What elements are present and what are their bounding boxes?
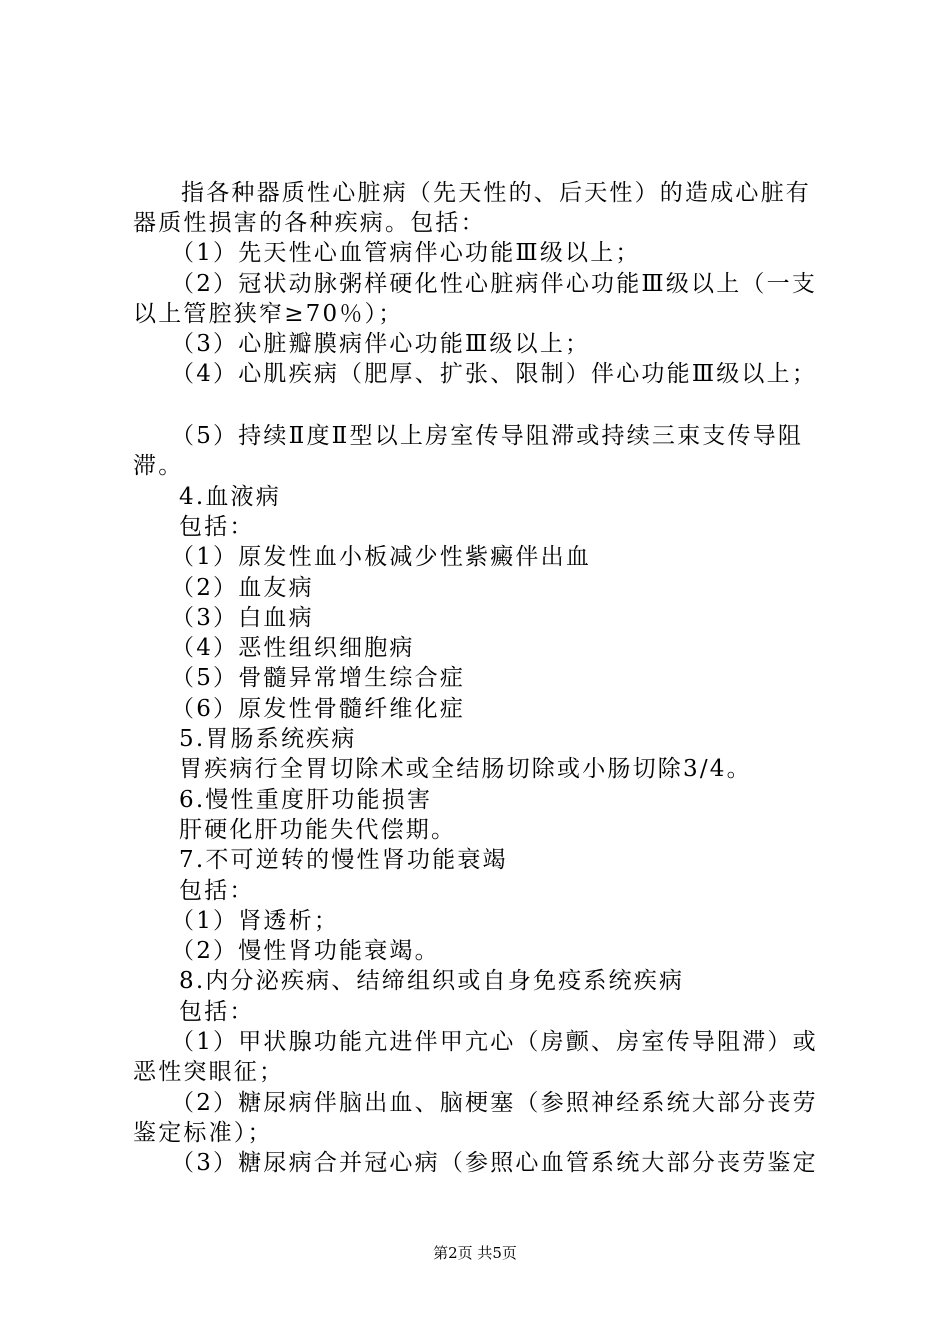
section-heading: 5.胃肠系统疾病 [179, 726, 357, 752]
list-item: （1）肾透析； [171, 908, 340, 934]
text-line: 恶性突眼征； [133, 1059, 285, 1085]
list-item: （4）恶性组织细胞病 [171, 635, 415, 661]
list-item: （5）骨髓异常增生综合症 [171, 665, 466, 691]
text-line: 包括： [179, 999, 255, 1025]
list-item: （2）慢性肾功能衰竭。 [171, 938, 440, 964]
text-line: （1）先天性心血管病伴心功能Ⅲ级以上； [171, 240, 641, 266]
text-line: （2）冠状动脉粥样硬化性心脏病伴心功能Ⅲ级以上（一支 [171, 271, 818, 297]
text-line: 以上管腔狭窄≥70％）； [133, 301, 404, 327]
page-number-footer: 第2页 共5页 [433, 1244, 517, 1262]
text-line: 滞。 [133, 453, 184, 479]
text-line: （3）心脏瓣膜病伴心功能Ⅲ级以上； [171, 331, 591, 357]
text-line: 指各种器质性心脏病（先天性的、后天性）的造成心脏有 [181, 180, 811, 206]
text-line: （5）持续Ⅱ度Ⅱ型以上房室传导阻滞或持续三束支传导阻 [171, 423, 804, 449]
text-line: 器质性损害的各种疾病。包括： [133, 210, 486, 236]
list-item: （3）白血病 [171, 605, 314, 631]
list-item: （1）甲状腺功能亢进伴甲亢心（房颤、房室传导阻滞）或 [171, 1029, 818, 1055]
text-line: 胃疾病行全胃切除术或全结肠切除或小肠切除3/4。 [179, 756, 752, 782]
section-heading: 8.内分泌疾病、结缔组织或自身免疫系统疾病 [179, 968, 685, 994]
list-item: （1）原发性血小板减少性紫癜伴出血 [171, 544, 592, 570]
text-line: 鉴定标准）； [133, 1120, 273, 1146]
section-heading: 6.慢性重度肝功能损害 [179, 787, 433, 813]
list-item: （2）糖尿病伴脑出血、脑梗塞（参照神经系统大部分丧劳 [171, 1090, 818, 1116]
section-heading: 7.不可逆转的慢性肾功能衰竭 [179, 847, 508, 873]
list-item: （2）血友病 [171, 575, 314, 601]
text-line: 肝硬化肝功能失代偿期。 [179, 817, 457, 843]
text-line: （4）心肌疾病（肥厚、扩张、限制）伴心功能Ⅲ级以上； [171, 361, 818, 387]
text-line: 包括： [179, 878, 255, 904]
text-line: 包括： [179, 514, 255, 540]
list-item: （3）糖尿病合并冠心病（参照心血管系统大部分丧劳鉴定 [171, 1150, 818, 1176]
section-heading: 4.血液病 [179, 484, 281, 510]
list-item: （6）原发性骨髓纤维化症 [171, 696, 466, 722]
